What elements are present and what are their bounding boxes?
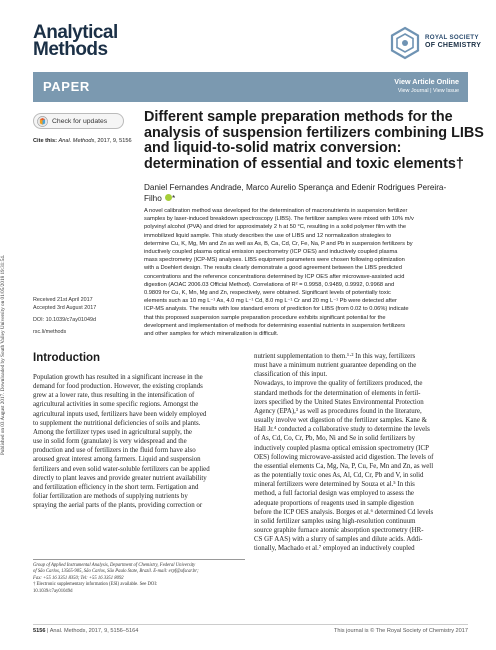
- body-line: agricultural inputs used, fertilizers have been widely employed: [33, 410, 207, 418]
- body-line: to supplement the nutritional deficiencies of soils and plants.: [33, 419, 201, 427]
- body-column-left: [33, 373, 245, 510]
- citation-prefix: Cite this:: [33, 138, 57, 144]
- view-journal-issue-links[interactable]: View Journal | View Issue: [397, 88, 459, 94]
- body-line: Nowadays, to improve the quality of fertilizers produced, the: [254, 380, 423, 388]
- article-history: [33, 296, 96, 336]
- citation-details: , 2017, 9, 5156: [94, 138, 132, 144]
- abstract-line: A novel calibration method was developed for the determination of macronutrients in suspension fertilizer: [144, 208, 408, 214]
- check-for-updates-label: Check for updates: [52, 117, 108, 125]
- publisher-logo[interactable]: [388, 22, 482, 68]
- check-for-updates-button[interactable]: [33, 113, 124, 129]
- abstract-line: and other samples for which mineralization is difficult.: [144, 331, 279, 338]
- author-list: [144, 182, 474, 204]
- abstract-line: 0.9809 for Cu, K, Mn, Mg and Zn, respectively, were obtained. Significant levels of potentially toxic: [144, 290, 391, 297]
- body-line: adequate proportions of reagents used in sample digestion: [254, 499, 414, 507]
- title-line: and liquid-to-solid matrix conversion:: [144, 140, 402, 156]
- authors-line2: Filho: [144, 194, 162, 203]
- abstract-line: polyvinyl alcohol (PVA) and dried for approximately 2 h at 50 °C, resulting in a solid polymer film with the: [144, 224, 407, 231]
- journal-url[interactable]: rsc.li/methods: [33, 329, 67, 335]
- crossmark-icon: [37, 116, 48, 127]
- footnote-line: Fax: +55 16 3351 8350; Tel: +55 16 3351 8092: [33, 575, 124, 581]
- body-line: production and use of fertilizers in the fluid form have also: [33, 447, 196, 455]
- publisher-line2: OF CHEMISTRY: [425, 42, 482, 49]
- body-line: fertilizers and even solid water-soluble fertilizers can be applied: [33, 465, 210, 473]
- authors-line1: Daniel Fernandes Andrade, Marco Aurelio Sperança and Edenir Rodrigues Pereira-: [144, 183, 447, 192]
- body-line: Hall Jr.⁴ conducted a collaborative study to determine the levels: [254, 426, 430, 434]
- rsc-hexagon-icon: [388, 26, 422, 60]
- body-line: Population growth has resulted in a significant increase in the: [33, 374, 203, 381]
- abstract-line: development and implementation of methods for determining essential nutrients in suspension fertilizers: [144, 322, 406, 329]
- body-line: use in solid form (granulate) is very widespread and the: [33, 438, 187, 446]
- journal-name-line1: Analytical: [33, 22, 118, 43]
- journal-name-line2: Methods: [33, 39, 108, 60]
- page-number: 5156: [33, 628, 46, 634]
- received-date: Received 21st April 2017: [33, 297, 93, 303]
- body-line: izers specified by the United States Environmental Protection: [254, 398, 424, 406]
- authors-line2-wrap: [144, 193, 474, 204]
- abstract-line: ICP-MS analysis. The results with low standard errors of prediction for LIBS (from 0.02 to 0.06%) indicate: [144, 306, 409, 313]
- body-line: CS GF AAS) with a slurry of samples and dilute acids. Addi-: [254, 536, 423, 544]
- footer-journal: | Anal. Methods, 2017, 9, 5156–5164: [45, 628, 139, 634]
- article-type-banner: [33, 72, 468, 102]
- footnote-line: † Electronic supplementary information (ESI) available. See DOI:: [33, 582, 158, 588]
- abstract-line: concentrations and the reference concentrations determined by ICP OES after microwave-assisted acid: [144, 273, 405, 280]
- affiliation-footnote: [33, 563, 245, 595]
- accepted-date: Accepted 3rd August 2017: [33, 305, 97, 311]
- citation: [33, 138, 132, 144]
- section-heading: Introduction: [33, 352, 101, 364]
- body-line: grew at a lower rate, thus resulting in the intensification of: [33, 392, 195, 400]
- body-line: the essential elements Ca, Mg, Na, P, Cu, Fe, Mn and Zn, as well: [254, 462, 434, 470]
- journal-logo[interactable]: [33, 24, 118, 58]
- abstract: [144, 207, 474, 338]
- title-line: determination of essential and toxic elements†: [144, 155, 464, 172]
- body-line: standard methods for the determination of elements in fertil-: [254, 389, 421, 397]
- footer-copyright: This journal is © The Royal Society of Chemistry 2017: [334, 628, 468, 634]
- title-line: Different sample preparation methods for the: [144, 109, 453, 125]
- body-line: before the ICP OES analysis. Borges et al.⁶ determined Cd levels: [254, 508, 434, 516]
- body-line: usually involve wet digestion of the fertilizer samples. Kane &: [254, 417, 427, 425]
- body-line: nutrient supplementation to them.¹·² In this way, fertilizers: [254, 353, 416, 360]
- citation-journal: Anal. Methods: [58, 138, 95, 144]
- abstract-line: samples by laser-induced breakdown spectroscopy (LIBS). The fertilizer samples were mixed with 10% m/v: [144, 216, 414, 223]
- body-line: must have a minimum nutrient guarantee depending on the: [254, 362, 417, 370]
- body-line: method, a full factorial design was employed to assess the: [254, 490, 414, 498]
- corresponding-marker: *: [172, 194, 176, 203]
- abstract-line: with a Doehlert design. The results clearly demonstrate a good agreement between the LIBS predicted: [144, 265, 402, 272]
- body-line: directly to plant leaves and provide greater nutrient availability: [33, 474, 207, 482]
- page-footer: [33, 624, 468, 634]
- abstract-line: determine Cu, K, Mg, Mn and Zn as well as As, B, Ca, Cd, Cr, Fe, Na, P and Pb in suspension fertilizers by: [144, 240, 413, 247]
- footnote-line: of São Carlos, 13565-905, São Carlos, São Paulo State, Brazil. E-mail: erpf@ufscar.br;: [33, 569, 199, 575]
- body-line: of As, Cd, Co, Cr, Pb, Mo, Ni and Se in solid fertilizers by: [254, 435, 416, 443]
- orcid-icon[interactable]: [165, 194, 172, 201]
- abstract-line: that this proposed suspension sample preparation procedure exhibits significant potential for the: [144, 314, 386, 321]
- body-line: aroused great interest among farmers. Liquid and suspension: [33, 456, 201, 464]
- abstract-line: elements such as 10 mg L⁻¹ As, 4.0 mg L⁻¹ Cd, 8.0 mg L⁻¹ Cr and 20 mg L⁻¹ Pb were detected after: [144, 298, 397, 305]
- download-notice: Published on 03 August 2017. Downloaded by South Valley University on 01/05/2018 19:31:54.: [0, 254, 6, 456]
- footnote-line: Group of Applied Instrumental Analysis, Department of Chemistry, Federal University: [33, 563, 196, 568]
- article-type-label: PAPER: [43, 79, 90, 94]
- view-article-online-link[interactable]: View Article Online: [394, 77, 459, 86]
- body-column-right: [254, 352, 468, 553]
- article-title: [144, 109, 484, 172]
- body-line: source graphite furnace atomic absorption spectrometry (HR-: [254, 526, 424, 534]
- body-line: as the potentially toxic ones As, Al, Cd, Cr, Pb and V, in solid: [254, 472, 424, 480]
- abstract-line: inductively coupled plasma optical emission spectrometry (ICP OES) and inductively coupled plasma: [144, 249, 398, 256]
- body-line: spraying the aerial parts of the plants, providing correction or: [33, 502, 203, 510]
- footnote-divider: [33, 559, 245, 560]
- body-line: agricultural activities in some specific regions. Amongst the: [33, 401, 199, 409]
- body-line: inductively coupled plasma optical emission spectrometry (ICP: [254, 444, 429, 452]
- footnote-line[interactable]: 10.1039/c7ay01049d: [33, 588, 73, 594]
- footer-citation: [33, 628, 138, 634]
- body-line: Among the fertilizer types used in agricultural supply, the: [33, 428, 192, 436]
- body-line: Agency (EPA),³ as well as procedures found in the literature,: [254, 407, 422, 415]
- body-line: foliar fertilization are methods of supplying nutrients by: [33, 493, 188, 501]
- body-line: mineral fertilizers were determined by Souza et al.⁵ In this: [254, 481, 415, 489]
- body-line: and fertilization efficiency in the short term. Fertigation and: [33, 483, 199, 491]
- title-line: analysis of suspension fertilizers combining LIBS: [144, 124, 484, 141]
- doi[interactable]: DOI: 10.1039/c7ay01049d: [33, 317, 96, 323]
- body-line: OES) following microwave-assisted acid digestion. The levels of: [254, 453, 434, 461]
- abstract-line: immobilized liquid sample. This study describes the use of LIBS and 12 normalization strategies to: [144, 232, 392, 239]
- body-line: tionally, Machado et al.⁷ employed an inductively coupled: [254, 545, 415, 553]
- body-line: in solid fertilizer samples using high-resolution continuum: [254, 517, 416, 525]
- body-line: demand for food production. However, the existing croplands: [33, 383, 203, 391]
- abstract-line: mass spectrometry (ICP-MS) analyses. LIBS equipment parameters were chosen following optimization: [144, 257, 405, 264]
- publisher-name: [425, 34, 481, 50]
- body-line: classification of this input.: [254, 371, 328, 379]
- publisher-line1: ROYAL SOCIETY: [425, 34, 479, 41]
- abstract-line: digestion (AOAC 2006.03 Official Method). Correlations of R² = 0.9958, 0.9489, 0.9992, 0.9968 and: [144, 281, 395, 288]
